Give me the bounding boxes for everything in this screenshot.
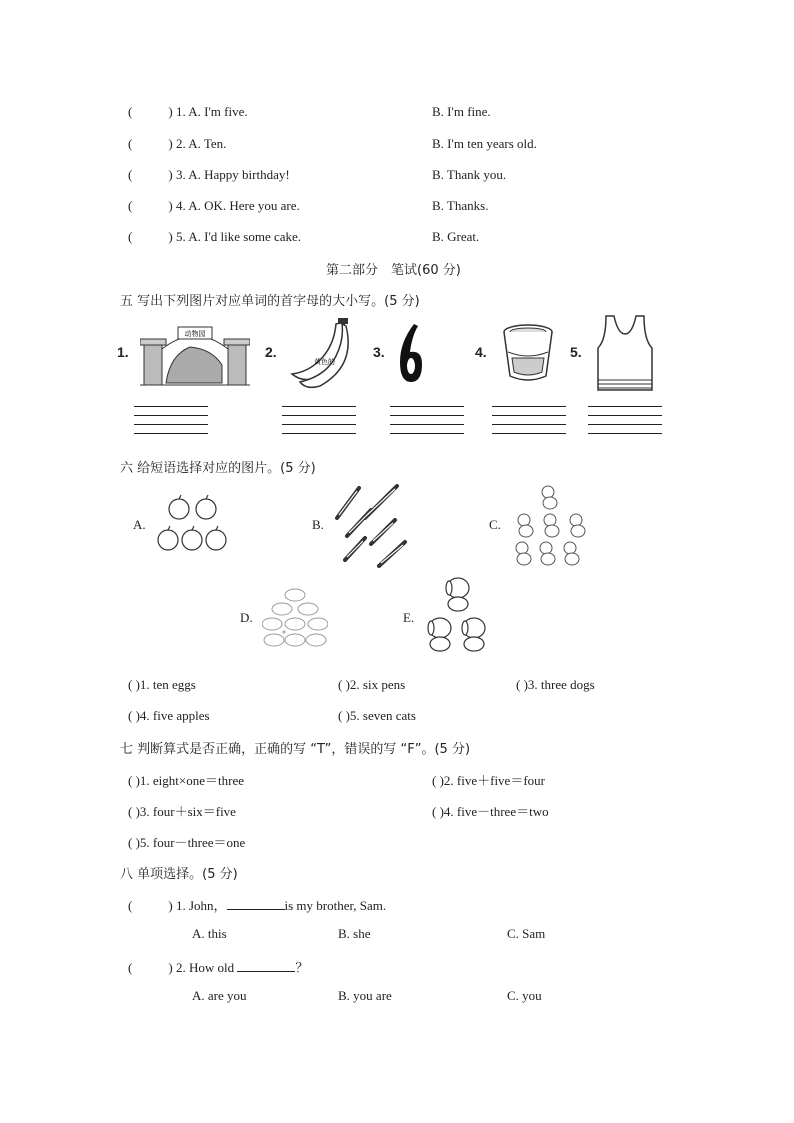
pic-number-2: 2.: [265, 344, 277, 360]
sec6-item-5: ( )5. seven cats: [338, 708, 416, 723]
q1-row: [128, 104, 248, 120]
q2-text-pre: 2. How old: [175, 960, 235, 975]
q2-row: [128, 136, 226, 152]
pic-number-3: 3.: [373, 344, 385, 360]
option-b: B. I'm fine.: [432, 104, 491, 119]
q1-text-post: is my brother, Sam.: [284, 898, 387, 913]
sec8-heading: 八 单项选择。(5 分): [120, 867, 238, 882]
sec6-heading: 六 给短语选择对应的图片。(5 分): [120, 461, 316, 476]
cup-image: [500, 322, 556, 384]
paren-close: ): [168, 198, 173, 213]
sec7-item-3: ( )3. four＋six＝five: [128, 804, 236, 819]
sec7-item-1: ( )1. eight×one＝three: [128, 773, 244, 788]
sec7-item-4: ( )4. five－three＝two: [432, 804, 549, 819]
option-a: 3. A. Happy birthday!: [175, 167, 290, 182]
pic-number-5: 5.: [570, 344, 582, 360]
option-b: B. I'm ten years old.: [432, 136, 537, 151]
paren-open: (: [128, 136, 133, 151]
sec6-item-3: ( )3. three dogs: [516, 677, 595, 692]
pic-label-c: C.: [489, 517, 501, 532]
sec5-heading: 五 写出下列图片对应单词的首字母的大小写。(5 分): [120, 294, 420, 309]
option-a: 5. A. I'd like some cake.: [175, 229, 302, 244]
paren-open: (: [128, 167, 133, 182]
paren-open: (: [128, 104, 133, 119]
paren-close: ): [168, 104, 173, 119]
part-title: 第二部分 笔试(60 分): [326, 263, 461, 278]
paren-close: ): [168, 167, 173, 182]
sec8-q2: ( ) 2. How old ？: [128, 960, 309, 975]
pens-image: [333, 484, 413, 570]
pic-label-a: A.: [133, 517, 146, 532]
zoo-sign-text: 动物园: [184, 330, 206, 338]
paren-close: ): [168, 136, 173, 151]
sec7-item-5: ( )5. four－three＝one: [128, 835, 246, 850]
writing-lines-1[interactable]: [134, 406, 208, 442]
banana-image: [286, 316, 356, 390]
q4-row: [128, 198, 300, 214]
pic-label-b: B.: [312, 517, 324, 532]
zoo-gate-image: [140, 325, 250, 387]
q2-option-a: A. are you: [192, 988, 247, 1003]
q3-row: [128, 167, 290, 183]
option-b: B. Great.: [432, 229, 480, 244]
q2-blank[interactable]: [237, 971, 295, 972]
option-a: 1. A. I'm five.: [175, 104, 248, 119]
q1-text-pre: 1. John，: [175, 898, 227, 913]
writing-lines-4[interactable]: [492, 406, 566, 442]
apples-image: [155, 494, 231, 556]
dogs-image: [426, 576, 492, 658]
vest-image: [594, 314, 656, 392]
option-a: 2. A. Ten.: [175, 136, 227, 151]
q1-option-c: C. Sam: [507, 926, 546, 941]
paren-open: (: [128, 198, 133, 213]
writing-lines-2[interactable]: [282, 406, 356, 442]
paren-close: ): [168, 229, 173, 244]
six-image: [396, 322, 426, 384]
sec6-item-2: ( )2. six pens: [338, 677, 406, 692]
writing-lines-5[interactable]: [588, 406, 662, 442]
eggs-image: [262, 587, 328, 649]
cats-image: [512, 484, 596, 568]
pic-label-e: E.: [403, 610, 415, 625]
q1-option-b: B. she: [338, 926, 371, 941]
sec7-heading: 七 判断算式是否正确，正确的写 “T”，错误的写 “F”。(5 分): [120, 742, 471, 757]
pic-label-d: D.: [240, 610, 253, 625]
q1-blank[interactable]: [227, 909, 285, 910]
paren: (: [128, 960, 133, 975]
sec7-item-2: ( )2. five＋five＝four: [432, 773, 545, 788]
q1-option-a: A. this: [192, 926, 227, 941]
paren: (: [128, 898, 133, 913]
q5-row: [128, 229, 301, 245]
q2-option-b: B. you are: [338, 988, 392, 1003]
pic-number-4: 4.: [475, 344, 487, 360]
pic-number-1: 1.: [117, 344, 129, 360]
option-b: B. Thanks.: [432, 198, 489, 213]
banana-label: 黄色的: [314, 358, 335, 366]
sec6-item-1: ( )1. ten eggs: [128, 677, 196, 692]
sec6-item-4: ( )4. five apples: [128, 708, 210, 723]
q2-option-c: C. you: [507, 988, 542, 1003]
option-b: B. Thank you.: [432, 167, 507, 182]
writing-lines-3[interactable]: [390, 406, 464, 442]
option-a: 4. A. OK. Here you are.: [175, 198, 300, 213]
paren-open: (: [128, 229, 133, 244]
q2-text-post: ？: [295, 960, 309, 975]
sec8-q1: ( ) 1. John， is my brother, Sam.: [128, 898, 387, 913]
